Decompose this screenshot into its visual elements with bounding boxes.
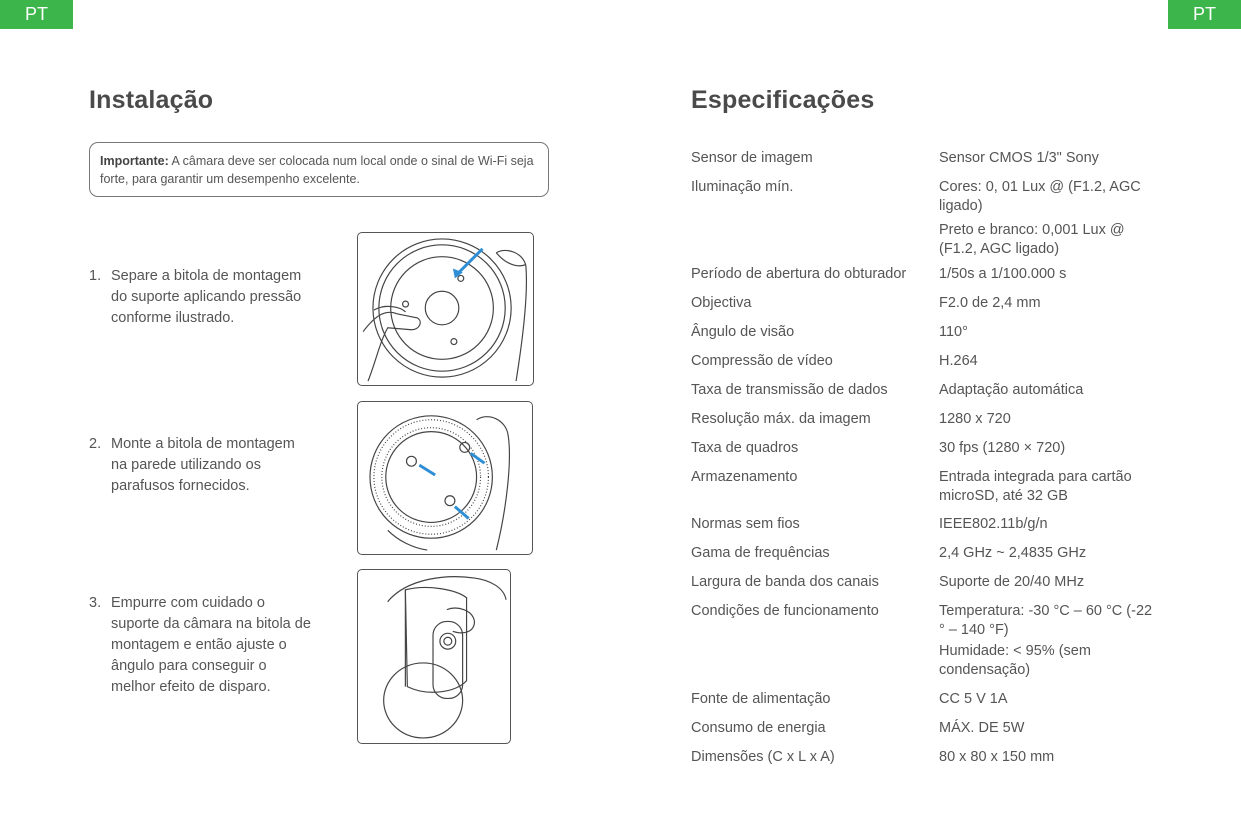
spec-value: 80 x 80 x 150 mm xyxy=(939,749,1055,765)
illustration-mount-wall xyxy=(357,401,533,555)
spec-row xyxy=(691,515,1161,534)
spec-label: Normas sem fios xyxy=(691,516,800,532)
illustration-separate-mount xyxy=(357,232,534,386)
spec-label: Armazenamento xyxy=(691,469,798,485)
spec-value: Adaptação automática xyxy=(939,382,1084,398)
spec-label: Fonte de alimentação xyxy=(691,691,831,707)
spec-row xyxy=(691,468,1161,506)
camera-attach-drawing xyxy=(358,570,510,743)
step-text: Empurre com cuidado o suporte da câmara na bitola de montagem e então ajuste o ângulo para conseguir o melhor efeito de disparo. xyxy=(111,595,311,695)
specifications-table xyxy=(691,147,1161,767)
spec-row xyxy=(691,544,1161,563)
spec-label: Sensor de imagem xyxy=(691,150,813,166)
language-tab-right: PT xyxy=(1168,0,1241,29)
step-text: Monte a bitola de montagem na parede utilizando os parafusos fornecidos. xyxy=(111,436,295,494)
spec-value: Suporte de 20/40 MHz xyxy=(939,574,1085,590)
spec-value: H.264 xyxy=(939,353,978,369)
step-3 xyxy=(89,593,329,698)
note-label: Importante: xyxy=(100,154,169,168)
spec-label: Ângulo de visão xyxy=(691,324,795,340)
language-tab-left: PT xyxy=(0,0,73,29)
spec-row xyxy=(691,352,1161,371)
spec-label: Largura de banda dos canais xyxy=(691,574,879,590)
spec-value: F2.0 de 2,4 mm xyxy=(939,295,1041,311)
spec-value: 30 fps (1280 × 720) xyxy=(939,440,1066,456)
spec-label: Resolução máx. da imagem xyxy=(691,411,871,427)
spec-row xyxy=(691,642,1161,680)
spec-value: 2,4 GHz ~ 2,4835 GHz xyxy=(939,545,1087,561)
spec-row xyxy=(691,221,1161,259)
spec-row xyxy=(691,719,1161,738)
spec-label: Iluminação mín. xyxy=(691,179,794,195)
spec-row xyxy=(691,748,1161,767)
spec-label xyxy=(691,221,939,259)
spec-row xyxy=(691,602,1161,640)
spec-label: Taxa de quadros xyxy=(691,440,799,456)
spec-label xyxy=(691,642,939,680)
spec-row xyxy=(691,573,1161,592)
spec-value: CC 5 V 1A xyxy=(939,691,1008,707)
spec-row xyxy=(691,265,1161,284)
mount-separation-drawing xyxy=(358,233,533,385)
spec-label: Compressão de vídeo xyxy=(691,353,833,369)
step-2 xyxy=(89,434,329,497)
important-note xyxy=(89,142,549,197)
spec-value: MÁX. DE 5W xyxy=(939,720,1025,736)
spec-value: Sensor CMOS 1/3" Sony xyxy=(939,150,1099,166)
spec-row xyxy=(691,439,1161,458)
spec-label: Consumo de energia xyxy=(691,720,826,736)
spec-label: Taxa de transmissão de dados xyxy=(691,382,888,398)
spec-value: IEEE802.11b/g/n xyxy=(939,516,1048,532)
spec-value: Entrada integrada para cartão microSD, até 32 GB xyxy=(939,469,1132,504)
spec-value: 110° xyxy=(939,324,968,340)
spec-row xyxy=(691,690,1161,709)
step-text: Separe a bitola de montagem do suporte aplicando pressão conforme ilustrado. xyxy=(111,268,302,326)
spec-label: Dimensões (C x L x A) xyxy=(691,749,835,765)
illustration-attach-camera xyxy=(357,569,511,744)
spec-value: Temperatura: -30 °C – 60 °C (-22 ° – 140 °F) xyxy=(939,603,1153,638)
step-1 xyxy=(89,266,329,329)
spec-value: Cores: 0, 01 Lux @ (F1.2, AGC ligado) xyxy=(939,179,1141,214)
spec-row xyxy=(691,410,1161,429)
note-text: A câmara deve ser colocada num local onde o sinal de Wi-Fi seja forte, para garantir um desempenho excelente. xyxy=(100,154,534,186)
spec-row xyxy=(691,294,1161,313)
spec-row xyxy=(691,381,1161,400)
mount-plate-drawing xyxy=(358,402,532,554)
spec-label: Condições de funcionamento xyxy=(691,603,879,619)
spec-value: 1/50s a 1/100.000 s xyxy=(939,266,1067,282)
spec-label: Objectiva xyxy=(691,295,752,311)
step-number: 2. xyxy=(89,436,102,452)
spec-row xyxy=(691,178,1161,216)
spec-value: Preto e branco: 0,001 Lux @ (F1.2, AGC ligado) xyxy=(939,222,1125,257)
spec-label: Gama de frequências xyxy=(691,545,830,561)
spec-value: Humidade: < 95% (sem condensação) xyxy=(939,643,1091,678)
installation-title: Instalação xyxy=(89,86,214,114)
spec-row xyxy=(691,323,1161,342)
step-number: 1. xyxy=(89,268,102,284)
spec-value: 1280 x 720 xyxy=(939,411,1011,427)
step-number: 3. xyxy=(89,595,102,611)
spec-label: Período de abertura do obturador xyxy=(691,266,907,282)
specifications-title: Especificações xyxy=(691,86,875,114)
spec-row xyxy=(691,149,1161,168)
